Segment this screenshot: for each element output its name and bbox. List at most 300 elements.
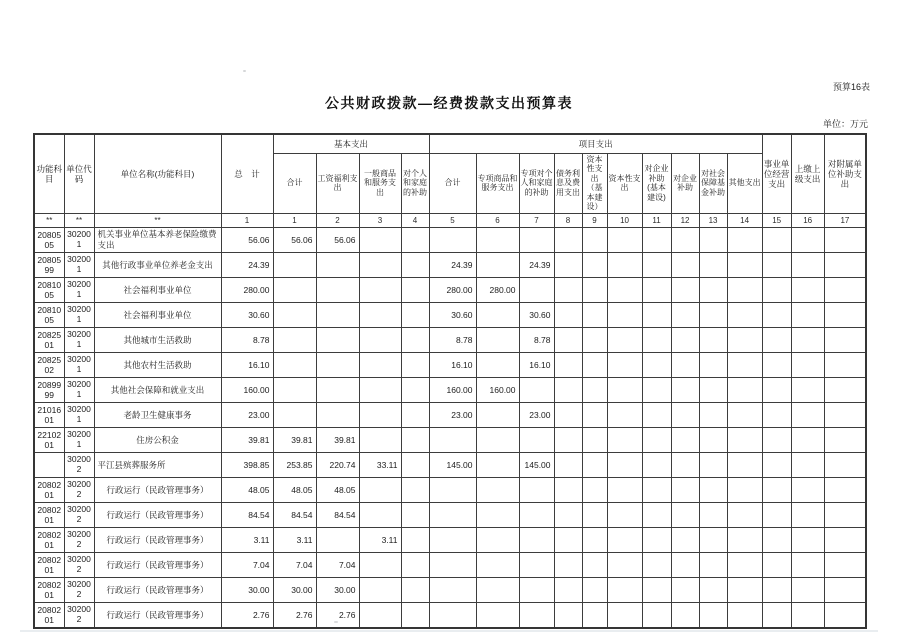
cell-value — [671, 428, 699, 453]
cell-value — [642, 228, 671, 253]
cell-unit-name: 行政运行（民政管理事务） — [94, 603, 221, 629]
cell-value — [791, 453, 824, 478]
column-index-cell: ** — [94, 214, 221, 228]
cell-value — [476, 578, 519, 603]
cell-value — [554, 528, 582, 553]
table-row — [34, 403, 866, 428]
cell-value — [727, 303, 762, 328]
table-row — [34, 503, 866, 528]
cell-value — [642, 278, 671, 303]
cell-function-code: 2080505 — [34, 228, 64, 253]
cell-unit-code: 302001 — [64, 353, 94, 378]
cell-value: 30.60 — [429, 303, 476, 328]
cell-value — [554, 603, 582, 629]
cell-function-code: 2080599 — [34, 253, 64, 278]
cell-value — [401, 303, 429, 328]
table-row — [34, 328, 866, 353]
cell-value: 2.76 — [273, 603, 316, 629]
cell-value — [607, 303, 642, 328]
column-index-cell: 10 — [607, 214, 642, 228]
cell-value — [699, 503, 727, 528]
cell-value — [699, 528, 727, 553]
cell-value — [699, 603, 727, 629]
cell-value — [607, 453, 642, 478]
cell-value — [429, 478, 476, 503]
cell-value — [316, 278, 359, 303]
cell-value — [671, 403, 699, 428]
cell-value: 30.60 — [221, 303, 273, 328]
cell-value — [824, 253, 866, 278]
cell-value: 48.05 — [221, 478, 273, 503]
cell-value — [359, 378, 401, 403]
table-row — [34, 228, 866, 253]
cell-value — [671, 253, 699, 278]
cell-value: 145.00 — [429, 453, 476, 478]
cell-value — [359, 278, 401, 303]
cell-value — [359, 403, 401, 428]
cell-value — [642, 303, 671, 328]
column-index-cell: 16 — [791, 214, 824, 228]
cell-value — [429, 553, 476, 578]
cell-value — [727, 253, 762, 278]
cell-value — [671, 478, 699, 503]
cell-value — [554, 403, 582, 428]
cell-value — [642, 428, 671, 453]
cell-value: 30.60 — [519, 303, 554, 328]
cell-value — [401, 378, 429, 403]
cell-value — [554, 428, 582, 453]
cell-value — [699, 253, 727, 278]
cell-value — [762, 303, 791, 328]
cell-value — [699, 428, 727, 453]
cell-value — [699, 453, 727, 478]
cell-value — [476, 328, 519, 353]
cell-value: 24.39 — [221, 253, 273, 278]
cell-value — [519, 553, 554, 578]
cell-value — [824, 378, 866, 403]
cell-value — [671, 278, 699, 303]
cell-value — [316, 528, 359, 553]
cell-value — [359, 603, 401, 629]
cell-value — [359, 578, 401, 603]
cell-value — [554, 378, 582, 403]
cell-value — [607, 403, 642, 428]
header-special-goods-services: 专项商品和服务支出 — [476, 153, 519, 214]
cell-function-code: 2080201 — [34, 528, 64, 553]
cell-unit-name: 社会福利事业单位 — [94, 303, 221, 328]
header-affiliate-subsidy: 对附属单位补助支出 — [824, 134, 866, 214]
column-index-cell: 17 — [824, 214, 866, 228]
column-index-cell: ** — [34, 214, 64, 228]
cell-unit-code: 302001 — [64, 328, 94, 353]
cell-value — [607, 428, 642, 453]
column-index-cell: 14 — [727, 214, 762, 228]
cell-function-code: 2101601 — [34, 403, 64, 428]
cell-value — [554, 503, 582, 528]
cell-value — [642, 478, 671, 503]
cell-value — [359, 328, 401, 353]
cell-value — [401, 328, 429, 353]
cell-value: 30.00 — [273, 578, 316, 603]
cell-value — [273, 328, 316, 353]
cell-value — [401, 478, 429, 503]
cell-unit-code: 302002 — [64, 578, 94, 603]
cell-value — [519, 278, 554, 303]
cell-function-code: 2082502 — [34, 353, 64, 378]
cell-function-code: 2089999 — [34, 378, 64, 403]
cell-value — [762, 503, 791, 528]
header-total: 总 计 — [221, 134, 273, 214]
cell-value — [401, 278, 429, 303]
cell-value — [519, 528, 554, 553]
cell-value — [727, 453, 762, 478]
cell-value: 16.10 — [221, 353, 273, 378]
cell-value: 280.00 — [429, 278, 476, 303]
cell-value: 33.11 — [359, 453, 401, 478]
header-upper-remit: 上缴上级支出 — [791, 134, 824, 214]
cell-value: 8.78 — [221, 328, 273, 353]
cell-value — [824, 503, 866, 528]
cell-value: 30.00 — [316, 578, 359, 603]
cell-function-code — [34, 453, 64, 478]
page-title: 公共财政拨款—经费拨款支出预算表 — [325, 95, 573, 111]
cell-value — [699, 328, 727, 353]
cell-unit-code: 302001 — [64, 228, 94, 253]
cell-value — [642, 603, 671, 629]
cell-value — [429, 428, 476, 453]
column-index-cell: 4 — [401, 214, 429, 228]
cell-value: 3.11 — [359, 528, 401, 553]
cell-value — [519, 603, 554, 629]
cell-value: 84.54 — [221, 503, 273, 528]
cell-value — [429, 528, 476, 553]
cell-value: 7.04 — [221, 553, 273, 578]
cell-value — [554, 253, 582, 278]
cell-function-code: 2080201 — [34, 503, 64, 528]
cell-unit-name: 住房公积金 — [94, 428, 221, 453]
cell-value: 220.74 — [316, 453, 359, 478]
cell-value — [791, 478, 824, 503]
cell-value: 8.78 — [429, 328, 476, 353]
cell-value — [671, 553, 699, 578]
table-row — [34, 478, 866, 503]
cell-value: 398.85 — [221, 453, 273, 478]
cell-value — [762, 278, 791, 303]
cell-unit-code: 302001 — [64, 253, 94, 278]
cell-value — [582, 528, 607, 553]
cell-value — [316, 253, 359, 278]
cell-value: 2.76 — [316, 603, 359, 629]
cell-unit-code: 302002 — [64, 503, 94, 528]
cell-value — [607, 528, 642, 553]
cell-value — [762, 553, 791, 578]
cell-unit-code: 302001 — [64, 428, 94, 453]
header-unit-code: 单位代码 — [64, 134, 94, 214]
header-other-expense: 其他支出 — [727, 153, 762, 214]
cell-value — [582, 228, 607, 253]
cell-value: 48.05 — [316, 478, 359, 503]
cell-value — [316, 303, 359, 328]
header-business-expense: 事业单位经营支出 — [762, 134, 791, 214]
cell-value — [824, 353, 866, 378]
cell-value — [642, 353, 671, 378]
cell-value — [519, 428, 554, 453]
cell-value — [727, 503, 762, 528]
cell-unit-code: 302002 — [64, 528, 94, 553]
cell-value — [762, 478, 791, 503]
cell-value — [824, 228, 866, 253]
cell-value — [476, 528, 519, 553]
table-row — [34, 428, 866, 453]
cell-value — [642, 403, 671, 428]
cell-function-code: 2082501 — [34, 328, 64, 353]
column-index-cell: 12 — [671, 214, 699, 228]
cell-value — [554, 353, 582, 378]
cell-value — [582, 453, 607, 478]
table-row — [34, 553, 866, 578]
budget-table — [33, 133, 867, 629]
cell-value — [824, 578, 866, 603]
cell-value — [642, 253, 671, 278]
cell-value — [401, 228, 429, 253]
header-personal-family: 对个人和家庭的补助 — [401, 153, 429, 214]
cell-value — [273, 253, 316, 278]
cell-value — [699, 353, 727, 378]
cell-value — [273, 353, 316, 378]
cell-value — [401, 553, 429, 578]
cell-value — [699, 403, 727, 428]
cell-value — [671, 378, 699, 403]
cell-value — [699, 303, 727, 328]
column-index-cell: 9 — [582, 214, 607, 228]
cell-value — [582, 278, 607, 303]
table-row — [34, 453, 866, 478]
cell-value — [824, 528, 866, 553]
cell-value: 39.81 — [316, 428, 359, 453]
cell-value — [359, 428, 401, 453]
cell-value — [607, 553, 642, 578]
column-index-cell: 2 — [316, 214, 359, 228]
cell-value — [727, 478, 762, 503]
scan-edge-artifact — [20, 630, 878, 632]
cell-value — [476, 553, 519, 578]
cell-unit-name: 社会福利事业单位 — [94, 278, 221, 303]
cell-value — [519, 228, 554, 253]
cell-value — [762, 528, 791, 553]
cell-unit-name: 平江县殡葬服务所 — [94, 453, 221, 478]
cell-unit-code: 302001 — [64, 378, 94, 403]
cell-value — [607, 603, 642, 629]
column-index-cell: 1 — [273, 214, 316, 228]
cell-value: 39.81 — [273, 428, 316, 453]
cell-value: 16.10 — [429, 353, 476, 378]
cell-value — [582, 403, 607, 428]
cell-value — [824, 478, 866, 503]
cell-unit-code: 302001 — [64, 303, 94, 328]
cell-value — [762, 578, 791, 603]
cell-value: 23.00 — [221, 403, 273, 428]
table-row — [34, 253, 866, 278]
cell-value — [791, 553, 824, 578]
cell-value — [791, 278, 824, 303]
cell-value — [607, 353, 642, 378]
cell-value — [671, 578, 699, 603]
cell-value — [476, 228, 519, 253]
cell-unit-code: 302002 — [64, 453, 94, 478]
header-unit-name: 单位名称(功能科目) — [94, 134, 221, 214]
cell-value — [671, 603, 699, 629]
cell-value — [642, 453, 671, 478]
cell-value — [671, 328, 699, 353]
cell-value — [824, 553, 866, 578]
column-index-cell: 11 — [642, 214, 671, 228]
cell-value — [582, 478, 607, 503]
cell-unit-name: 其他行政事业单位养老金支出 — [94, 253, 221, 278]
cell-value — [476, 453, 519, 478]
cell-value — [554, 553, 582, 578]
cell-value: 24.39 — [429, 253, 476, 278]
column-index-cell: 5 — [429, 214, 476, 228]
cell-value — [607, 378, 642, 403]
cell-value — [699, 278, 727, 303]
cell-value — [791, 528, 824, 553]
cell-value — [401, 403, 429, 428]
header-project-subtotal: 合计 — [429, 153, 476, 214]
cell-value — [671, 228, 699, 253]
header-enterprise-subsidy-construction: 对企业补助(基本建设) — [642, 153, 671, 214]
table-row — [34, 603, 866, 629]
cell-value — [401, 253, 429, 278]
cell-value — [642, 503, 671, 528]
cell-value — [582, 603, 607, 629]
cell-value — [476, 353, 519, 378]
column-index-cell: 6 — [476, 214, 519, 228]
cell-function-code: 2080201 — [34, 478, 64, 503]
cell-value — [554, 303, 582, 328]
cell-value — [582, 378, 607, 403]
cell-value — [791, 378, 824, 403]
cell-value: 39.81 — [221, 428, 273, 453]
cell-value — [607, 503, 642, 528]
cell-value — [699, 478, 727, 503]
header-wage-welfare: 工资福利支出 — [316, 153, 359, 214]
cell-unit-code: 302002 — [64, 478, 94, 503]
table-number-label: 预算16表 — [832, 82, 870, 92]
cell-value — [727, 278, 762, 303]
cell-unit-code: 302002 — [64, 603, 94, 629]
cell-value — [727, 328, 762, 353]
cell-value: 3.11 — [273, 528, 316, 553]
cell-value: 3.11 — [221, 528, 273, 553]
cell-unit-name: 行政运行（民政管理事务） — [94, 528, 221, 553]
cell-value — [359, 353, 401, 378]
cell-unit-name: 机关事业单位基本养老保险缴费支出 — [94, 228, 221, 253]
table-row — [34, 353, 866, 378]
cell-value: 7.04 — [316, 553, 359, 578]
cell-value — [554, 228, 582, 253]
cell-value — [824, 453, 866, 478]
cell-value — [273, 378, 316, 403]
cell-value — [727, 578, 762, 603]
cell-value — [607, 478, 642, 503]
cell-value — [824, 303, 866, 328]
cell-value — [727, 378, 762, 403]
cell-value — [762, 603, 791, 629]
cell-value: 16.10 — [519, 353, 554, 378]
cell-value: 160.00 — [476, 378, 519, 403]
cell-value — [582, 328, 607, 353]
cell-value: 160.00 — [221, 378, 273, 403]
column-index-cell: 8 — [554, 214, 582, 228]
cell-value — [791, 303, 824, 328]
table-body — [34, 228, 866, 629]
cell-value — [401, 353, 429, 378]
cell-unit-name: 行政运行（民政管理事务） — [94, 578, 221, 603]
cell-value — [554, 453, 582, 478]
cell-value: 280.00 — [476, 278, 519, 303]
cell-value: 280.00 — [221, 278, 273, 303]
cell-value: 23.00 — [429, 403, 476, 428]
cell-value — [671, 353, 699, 378]
cell-value — [671, 453, 699, 478]
table-header — [34, 134, 866, 228]
cell-unit-code: 302001 — [64, 278, 94, 303]
cell-value — [642, 578, 671, 603]
cell-value — [791, 503, 824, 528]
header-function-code: 功能科目 — [34, 134, 64, 214]
cell-value: 160.00 — [429, 378, 476, 403]
cell-value — [582, 303, 607, 328]
cell-value — [401, 603, 429, 629]
cell-value: 7.04 — [273, 553, 316, 578]
cell-value: 2.76 — [221, 603, 273, 629]
header-capital-construction: 资本性支出（基本建设） — [582, 153, 607, 214]
cell-value — [582, 428, 607, 453]
cell-function-code: 2210201 — [34, 428, 64, 453]
cell-value — [273, 403, 316, 428]
cell-value — [727, 428, 762, 453]
header-special-personal-family: 专项对个人和家庭的补助 — [519, 153, 554, 214]
column-index-cell: ** — [64, 214, 94, 228]
cell-value — [429, 603, 476, 629]
column-index-cell: 1 — [221, 214, 273, 228]
cell-value — [476, 503, 519, 528]
header-basic-subtotal: 合计 — [273, 153, 316, 214]
cell-value — [824, 428, 866, 453]
cell-value — [762, 353, 791, 378]
unit-label: 单位：万元 — [822, 119, 868, 129]
cell-value — [476, 303, 519, 328]
cell-value — [791, 603, 824, 629]
cell-value — [401, 578, 429, 603]
cell-value — [273, 303, 316, 328]
cell-value — [824, 403, 866, 428]
cell-value — [316, 378, 359, 403]
column-index-cell: 13 — [699, 214, 727, 228]
cell-unit-name: 行政运行（民政管理事务） — [94, 553, 221, 578]
cell-value — [642, 328, 671, 353]
cell-value — [316, 403, 359, 428]
cell-unit-name: 行政运行（民政管理事务） — [94, 478, 221, 503]
table-row — [34, 303, 866, 328]
table-row — [34, 578, 866, 603]
cell-value: 56.06 — [316, 228, 359, 253]
cell-value — [359, 303, 401, 328]
cell-value — [791, 578, 824, 603]
cell-value — [762, 453, 791, 478]
cell-value — [476, 428, 519, 453]
cell-value — [762, 378, 791, 403]
